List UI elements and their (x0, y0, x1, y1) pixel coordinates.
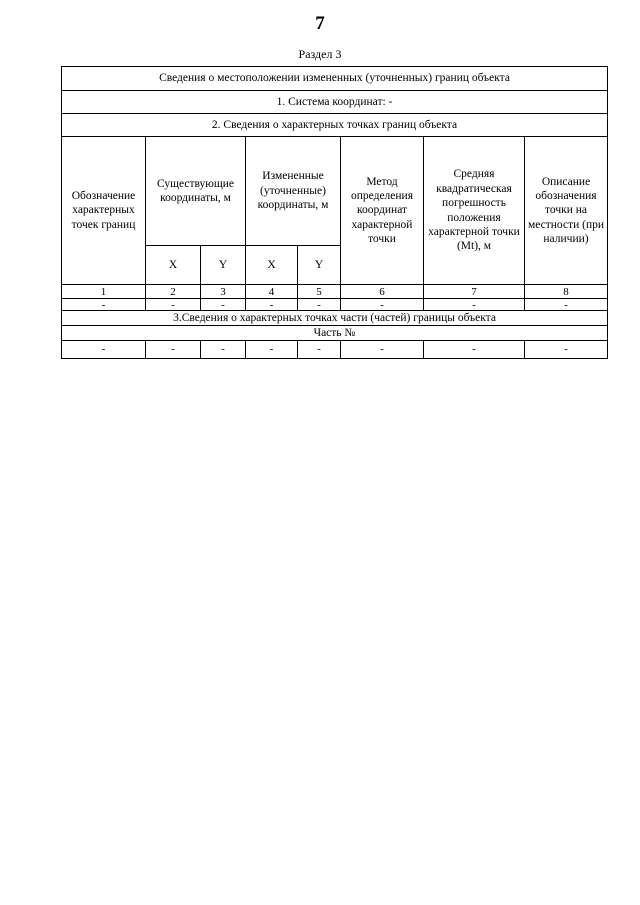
table-cell: - (146, 299, 201, 311)
table-row (62, 341, 608, 359)
table-cell: - (298, 341, 341, 359)
table-cell: - (246, 299, 298, 311)
points-section-header: 2. Сведения о характерных точках границ объекта (62, 114, 608, 137)
table-cell: - (525, 299, 608, 311)
table-cell: - (146, 341, 201, 359)
col-existing-y: Y (201, 246, 246, 285)
table-cell: - (341, 299, 424, 311)
table-cell: - (424, 299, 525, 311)
column-number: 1 (62, 285, 146, 299)
part-label-row: Часть № (62, 326, 608, 341)
column-number: 8 (525, 285, 608, 299)
table-cell: - (201, 299, 246, 311)
col-designation-header: Обозначение характерных точек границ (62, 137, 146, 285)
column-numbers-row (62, 285, 608, 299)
table-cell: - (246, 341, 298, 359)
column-number: 3 (201, 285, 246, 299)
col-method-header: Метод определения координат характерной точки (341, 137, 424, 285)
col-changed-y: Y (298, 246, 341, 285)
col-changed-x: X (246, 246, 298, 285)
table-cell: - (341, 341, 424, 359)
column-number: 6 (341, 285, 424, 299)
col-changed-header: Измененные (уточненные) координаты, м (246, 137, 341, 246)
table-cell: - (424, 341, 525, 359)
col-existing-x: X (146, 246, 201, 285)
column-number: 5 (298, 285, 341, 299)
column-number: 4 (246, 285, 298, 299)
section-label: Раздел 3 (298, 47, 342, 61)
table-title: Сведения о местоположении измененных (уточненных) границ объекта (62, 67, 608, 91)
column-number: 7 (424, 285, 525, 299)
col-existing-header: Существующие координаты, м (146, 137, 246, 246)
coord-system-row: 1. Система координат: - (62, 91, 608, 114)
table-cell: - (62, 341, 146, 359)
table-cell: - (62, 299, 146, 311)
table-row (62, 299, 608, 311)
boundary-table (61, 66, 608, 359)
table-cell: - (298, 299, 341, 311)
column-number: 2 (146, 285, 201, 299)
table-cell: - (201, 341, 246, 359)
col-description-header: Описание обозначения точки на местности (при наличии) (525, 137, 608, 285)
table-cell: - (525, 341, 608, 359)
col-error-header: Средняя квадратическая погрешность положения характерной точки (Mt), м (424, 137, 525, 285)
page-number: 7 (315, 13, 325, 34)
parts-section-header: 3.Сведения о характерных точках части (частей) границы объекта (62, 311, 608, 326)
